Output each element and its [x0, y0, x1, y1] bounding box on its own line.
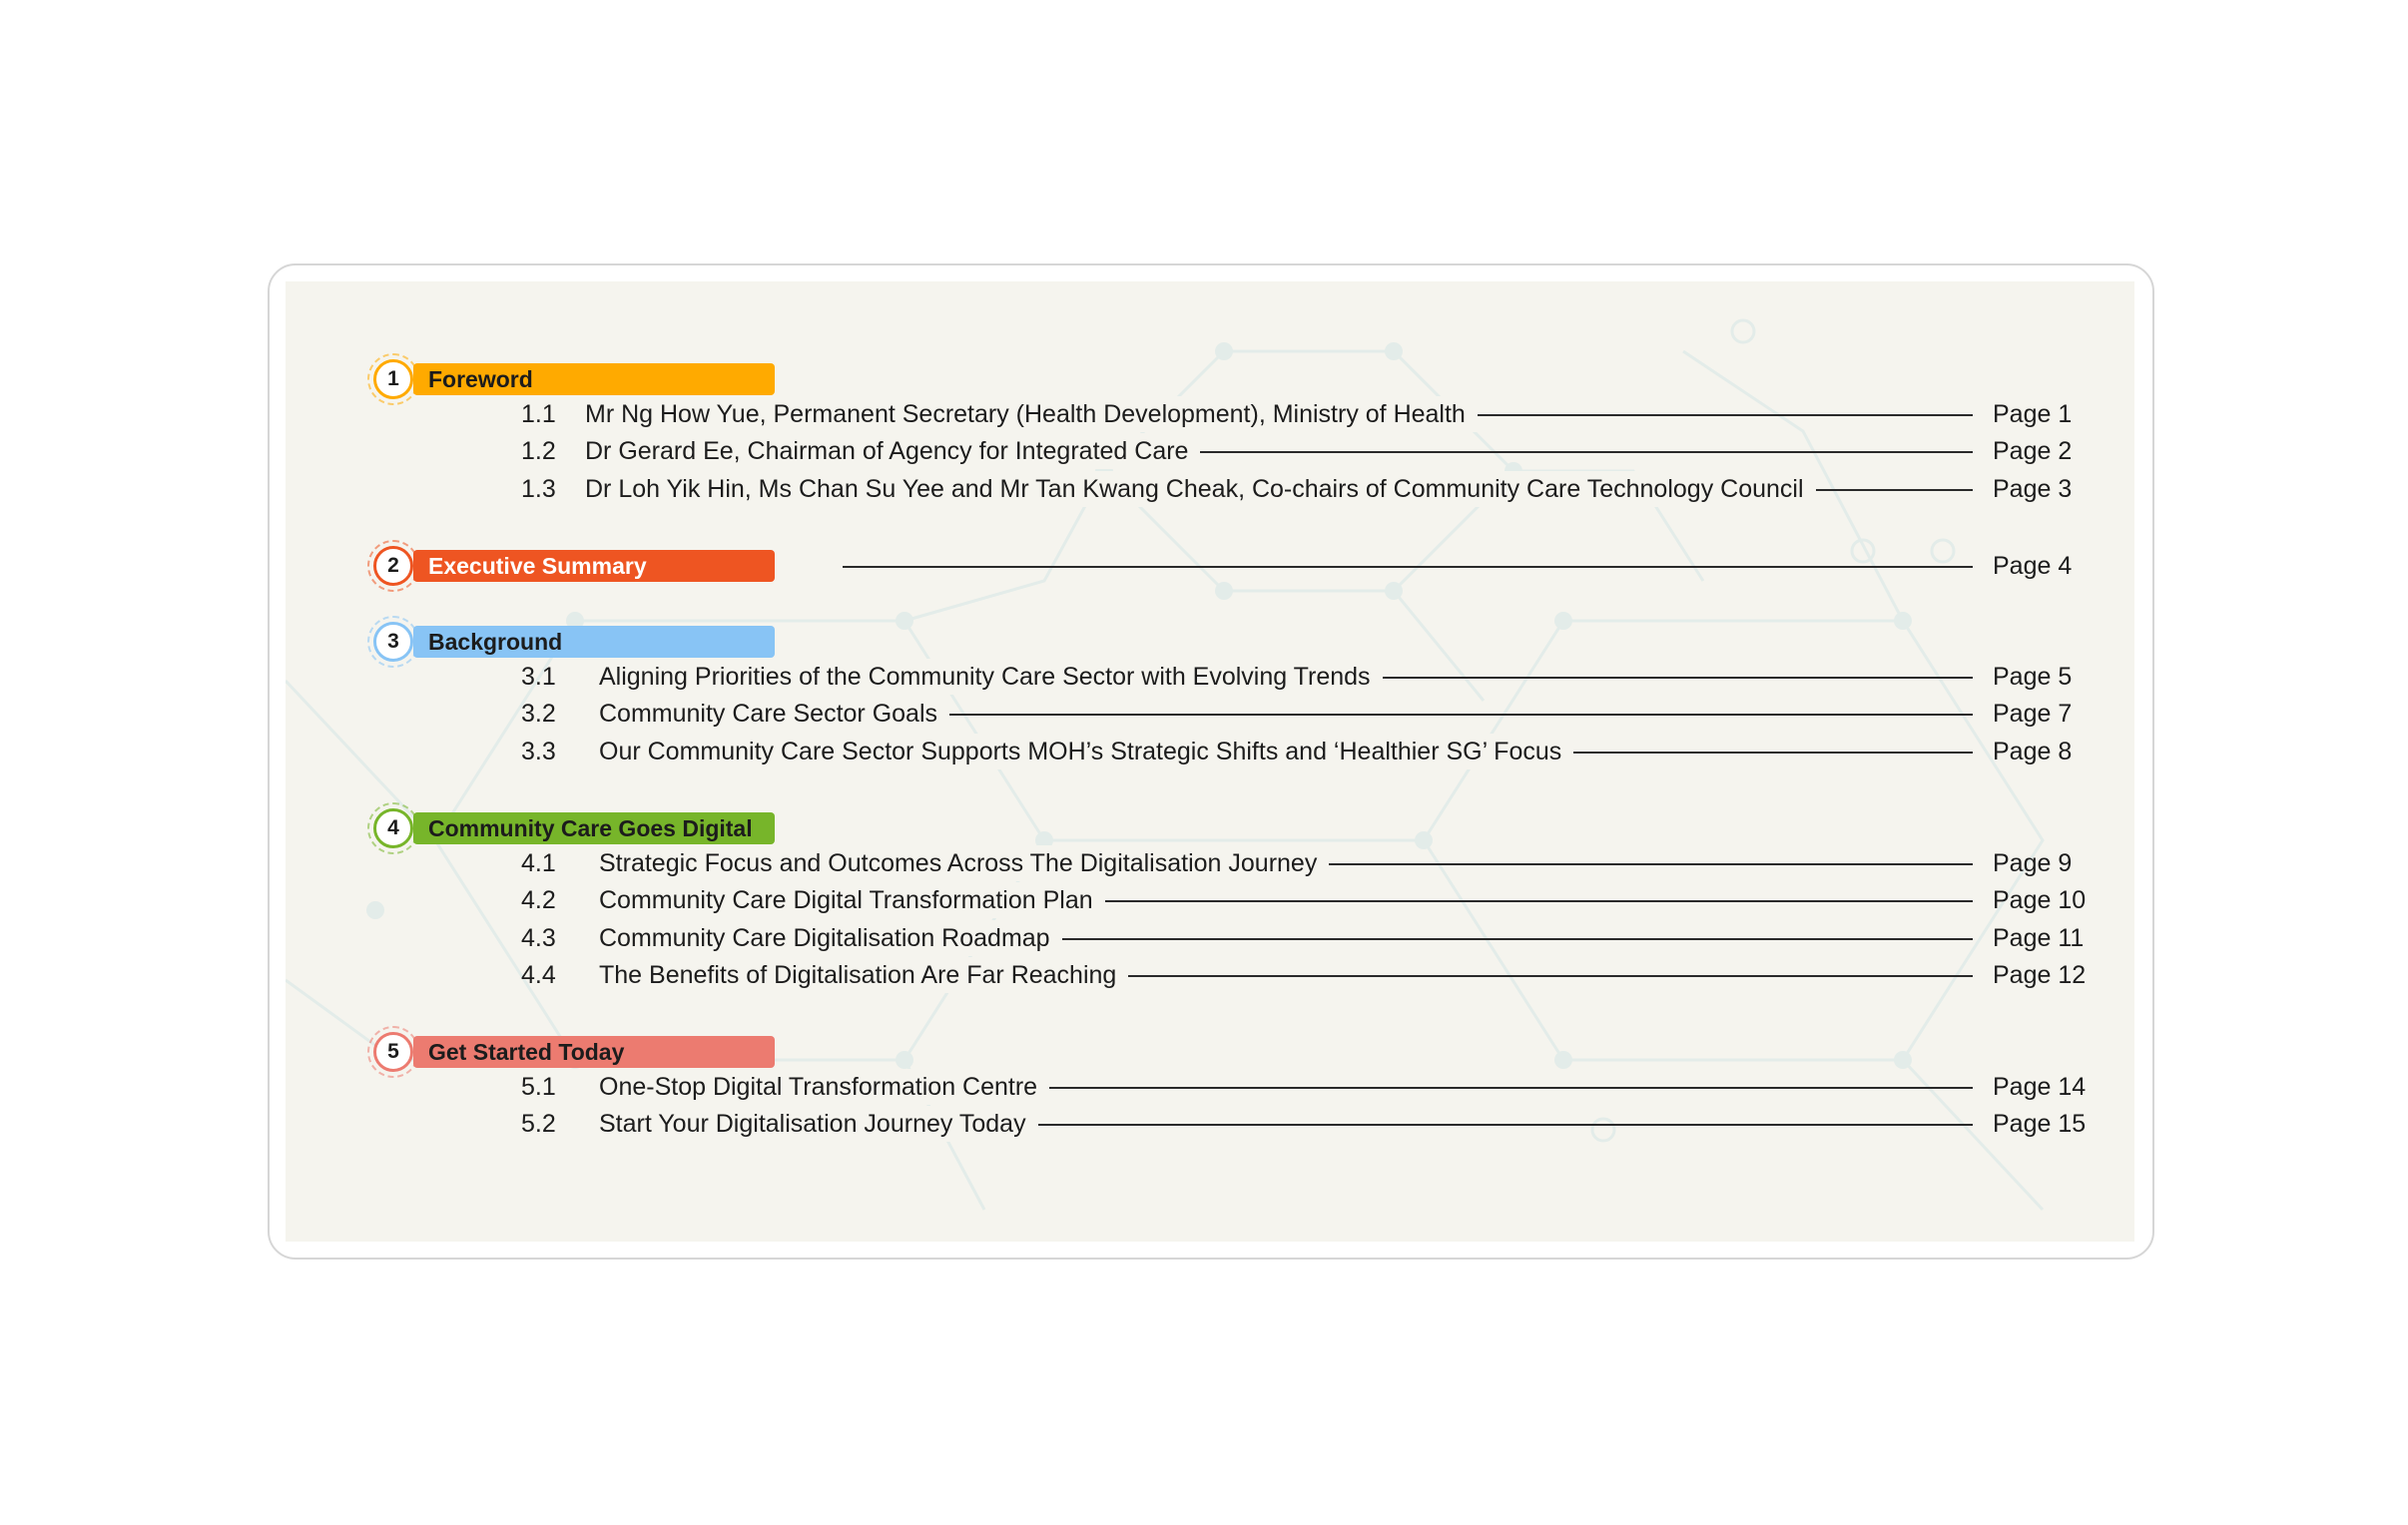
dotted-leader-line: [1816, 489, 1973, 491]
section-number-badge: 2: [373, 546, 413, 586]
entry-number: 4.4: [521, 960, 556, 989]
section-title-bar: Get Started Today: [413, 1036, 775, 1068]
section-number-badge: 3: [373, 622, 413, 662]
dotted-leader-line: [1200, 451, 1973, 453]
dotted-leader-line: [1038, 1124, 1973, 1126]
section-title-bar: Community Care Goes Digital: [413, 812, 775, 844]
entry-page-number: Page 9: [1993, 849, 2073, 877]
section-title-bar: Background: [413, 626, 775, 658]
entry-title: Mr Ng How Yue, Permanent Secretary (Health Development), Ministry of Health: [585, 396, 1478, 432]
section-title-bar: Foreword: [413, 363, 775, 395]
entry-page-number: Page 11: [1993, 923, 2085, 952]
entry-page-number: Page 7: [1993, 700, 2073, 729]
toc-entry-1-3[interactable]: [286, 471, 2134, 507]
dotted-leader-line: [843, 566, 1973, 568]
toc-entry-3-2[interactable]: [286, 696, 2134, 732]
entry-title: The Benefits of Digitalisation Are Far Reaching: [599, 957, 1128, 993]
entry-title: Community Care Sector Goals: [599, 696, 949, 732]
entry-number: 3.2: [521, 700, 556, 729]
entry-page-number: Page 3: [1993, 474, 2073, 503]
entry-page-number: Page 14: [1993, 1073, 2087, 1101]
toc-entry-4-3[interactable]: [286, 920, 2134, 956]
toc-entry-4-4[interactable]: [286, 957, 2134, 993]
entry-title: Strategic Focus and Outcomes Across The Digitalisation Journey: [599, 845, 1329, 881]
entry-page-number: Page 4: [1993, 552, 2073, 580]
toc-entry-5-2[interactable]: [286, 1106, 2134, 1142]
toc-entry-1-1[interactable]: [286, 396, 2134, 432]
toc-entry-3-1[interactable]: [286, 659, 2134, 695]
entry-number: 4.3: [521, 923, 556, 952]
section-title-bar: Executive Summary: [413, 550, 775, 582]
section-number-badge: 5: [373, 1032, 413, 1072]
toc-entry-3-3[interactable]: [286, 734, 2134, 769]
entry-number: 3.1: [521, 663, 556, 691]
entry-number: 4.2: [521, 886, 556, 915]
toc-entry-4-1[interactable]: [286, 845, 2134, 881]
entry-number: 4.1: [521, 849, 556, 877]
dotted-leader-line: [1478, 414, 1973, 416]
entry-title: Community Care Digital Transformation Plan: [599, 882, 1105, 918]
toc-entry-4-2[interactable]: [286, 882, 2134, 918]
section-page-entry[interactable]: [286, 548, 2134, 584]
entry-page-number: Page 8: [1993, 737, 2073, 765]
entry-number: 3.3: [521, 737, 556, 765]
entry-page-number: Page 15: [1993, 1110, 2087, 1139]
entry-page-number: Page 1: [1993, 400, 2073, 428]
entry-page-number: Page 10: [1993, 886, 2087, 915]
entry-page-number: Page 2: [1993, 437, 2073, 466]
entry-number: 1.3: [521, 474, 556, 503]
entry-page-number: Page 12: [1993, 960, 2087, 989]
dotted-leader-line: [949, 714, 1973, 716]
section-number-badge: 1: [373, 359, 413, 399]
entry-number: 1.1: [521, 400, 556, 428]
toc-entry-5-1[interactable]: [286, 1069, 2134, 1105]
section-number-badge: 4: [373, 808, 413, 848]
entry-title: Dr Gerard Ee, Chairman of Agency for Integrated Care: [585, 433, 1200, 469]
entry-number: 1.2: [521, 437, 556, 466]
entry-title: Start Your Digitalisation Journey Today: [599, 1106, 1038, 1142]
entry-title: Community Care Digitalisation Roadmap: [599, 920, 1062, 956]
dotted-leader-line: [1062, 938, 1973, 940]
toc-panel: [286, 281, 2134, 1242]
dotted-leader-line: [1049, 1087, 1973, 1089]
dotted-leader-line: [1329, 863, 1973, 865]
dotted-leader-line: [1128, 975, 1973, 977]
entry-page-number: Page 5: [1993, 663, 2073, 691]
toc-entry-1-2[interactable]: [286, 433, 2134, 469]
dotted-leader-line: [1105, 900, 1973, 902]
entry-number: 5.2: [521, 1110, 556, 1139]
entry-number: 5.1: [521, 1073, 556, 1101]
entry-title: Dr Loh Yik Hin, Ms Chan Su Yee and Mr Tan Kwang Cheak, Co-chairs of Community Care Technology Council: [585, 471, 1816, 507]
dotted-leader-line: [1573, 752, 1973, 754]
entry-title: One-Stop Digital Transformation Centre: [599, 1069, 1049, 1105]
entry-title: Aligning Priorities of the Community Care Sector with Evolving Trends: [599, 659, 1383, 695]
table-of-contents: [286, 281, 2134, 1242]
entry-title: Our Community Care Sector Supports MOH’s Strategic Shifts and ‘Healthier SG’ Focus: [599, 734, 1573, 769]
dotted-leader-line: [1383, 677, 1973, 679]
